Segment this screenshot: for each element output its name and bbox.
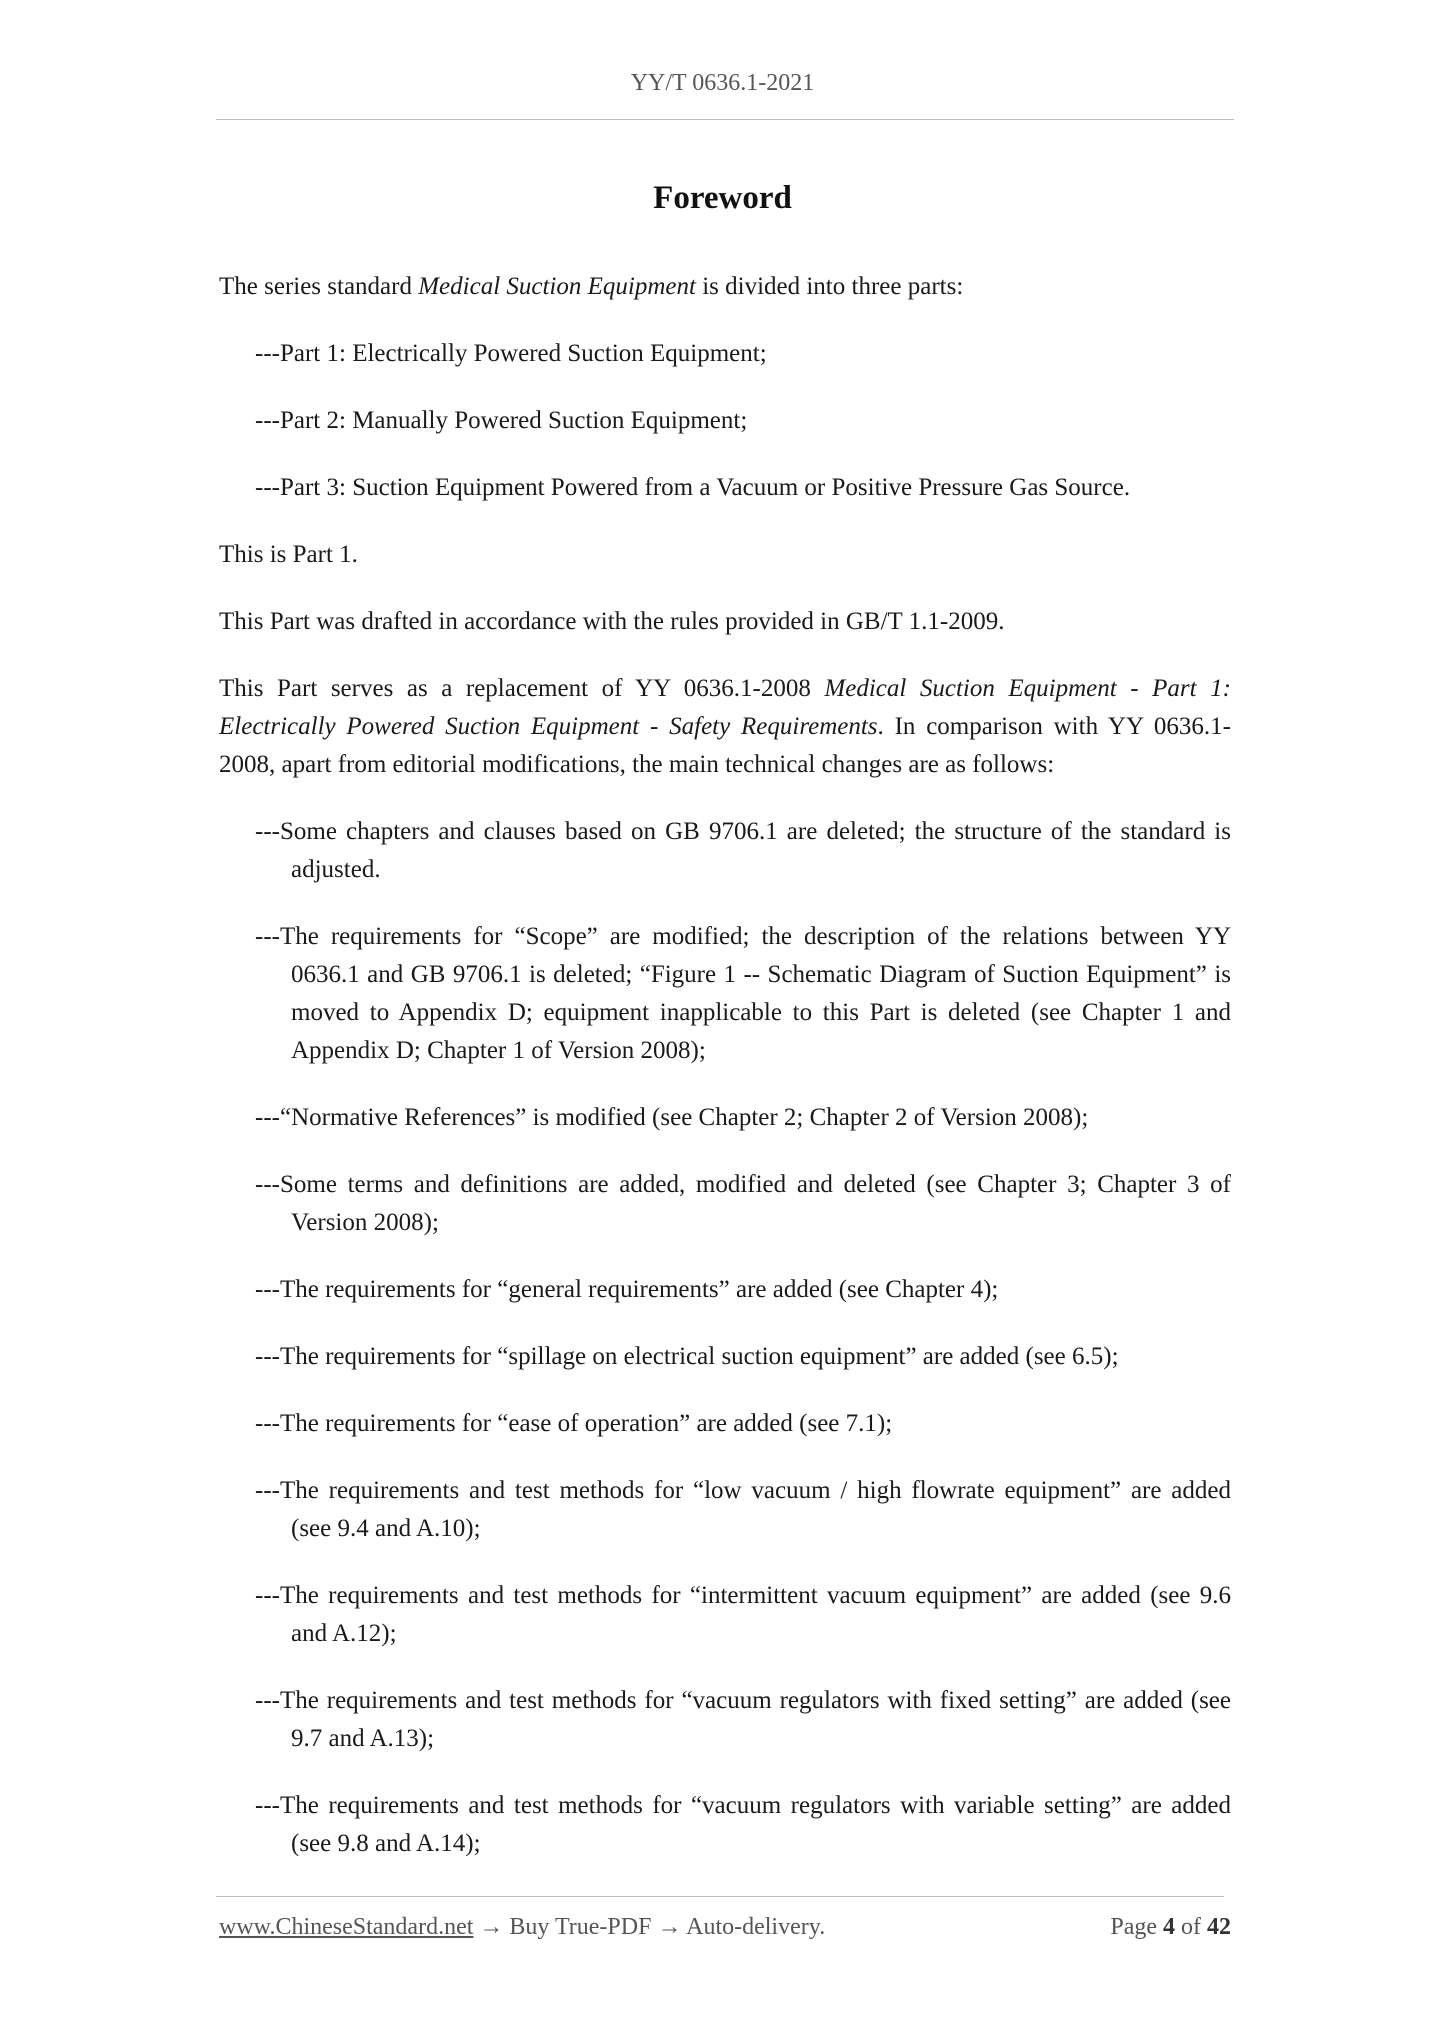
- replacement-pre: This Part serves as a replacement of YY 0636.1-2008: [219, 675, 825, 702]
- header-divider: [216, 119, 1234, 120]
- total-pages: 42: [1207, 1914, 1231, 1940]
- of-label: of: [1181, 1914, 1201, 1940]
- page-label: Page: [1110, 1914, 1157, 1940]
- part-list-item: ---Part 1: Electrically Powered Suction Equipment;: [255, 340, 767, 367]
- footer-promo-text: → Buy True-PDF → Auto-delivery.: [473, 1914, 826, 1940]
- replacement-paragraph: [219, 670, 1231, 784]
- current-page-number: 4: [1163, 1914, 1175, 1940]
- change-list-item: ---The requirements for “ease of operation” are added (see 7.1);: [255, 1410, 893, 1437]
- change-list-item: ---The requirements for “general requirements” are added (see Chapter 4);: [255, 1276, 999, 1303]
- page-title: Foreword: [653, 180, 792, 216]
- change-list-item: ---The requirements for “spillage on electrical suction equipment” are added (see 6.5);: [255, 1343, 1119, 1370]
- part-list-item: ---Part 2: Manually Powered Suction Equipment;: [255, 407, 748, 434]
- change-list-item: ---The requirements and test methods for “vacuum regulators with variable setting” are added (see 9.8 and A.14);: [255, 1792, 1231, 1857]
- document-body: [219, 268, 1231, 1892]
- drafted-paragraph: This Part was drafted in accordance with the rules provided in GB/T 1.1-2009.: [219, 608, 1005, 635]
- intro-paragraph: [219, 268, 1231, 306]
- footer: [219, 1914, 1231, 1941]
- change-list-item: ---The requirements and test methods for “low vacuum / high flowrate equipment” are added (see 9.4 and A.10);: [255, 1477, 1231, 1542]
- website-link[interactable]: www.ChineseStandard.net: [219, 1914, 474, 1940]
- replacement-post: . In comparison with YY 0636.1-2008, apart from editorial modifications, the main technical changes are as follows:: [219, 713, 1231, 778]
- change-list-item: ---The requirements and test methods for “intermittent vacuum equipment” are added (see 9.6 and A.12);: [255, 1582, 1231, 1647]
- change-list-item: ---The requirements for “Scope” are modified; the description of the relations between YY 0636.1 and GB 9706.1 is deleted; “Figure 1 -- Schematic Diagram of Suction Equipment” is moved to Appendix D; equipment inapplicable to this Part is deleted (see Chapter 1 and Appendix D; Chapter 1 of Version 2008);: [255, 923, 1231, 1064]
- intro-post: is divided into three parts:: [695, 273, 964, 300]
- part-list-item: ---Part 3: Suction Equipment Powered from a Vacuum or Positive Pressure Gas Source.: [255, 474, 1131, 501]
- change-list-item: ---Some terms and definitions are added, modified and deleted (see Chapter 3; Chapter 3 of Version 2008);: [255, 1171, 1231, 1236]
- replacement-standard-title: Medical Suction Equipment - Part 1: Electrically Powered Suction Equipment - Safety Requirements: [219, 675, 1231, 740]
- change-list-item: ---Some chapters and clauses based on GB 9706.1 are deleted; the structure of the standard is adjusted.: [255, 818, 1231, 883]
- footer-divider: [216, 1896, 1224, 1897]
- intro-pre: The series standard: [219, 273, 419, 300]
- change-list-item: ---The requirements and test methods for “vacuum regulators with fixed setting” are added (see 9.7 and A.13);: [255, 1687, 1231, 1752]
- this-part-paragraph: This is Part 1.: [219, 541, 358, 568]
- header-standard-code: YY/T 0636.1-2021: [630, 70, 815, 96]
- intro-series-title: Medical Suction Equipment: [418, 273, 696, 300]
- page-indicator: [1110, 1914, 1231, 1941]
- change-list-item: ---“Normative References” is modified (see Chapter 2; Chapter 2 of Version 2008);: [255, 1104, 1089, 1131]
